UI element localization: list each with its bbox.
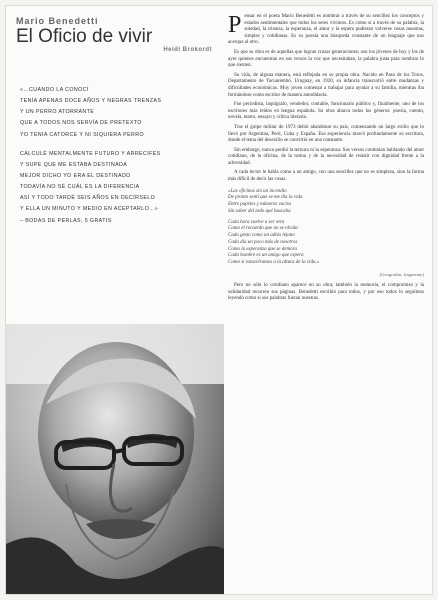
verse-line: Como el recuerdo que no se olvida (228, 226, 298, 232)
article-paragraph: Tras el golpe militar de 1973 debió abandonar su país, comenzando un largo exilio que lo llevó por Argentina, Perú, Cuba y España. Esa experiencia marcó profundamente su escritura, donde el tema del desexilio se convirtió en una constante. (228, 124, 424, 144)
poem-line: YO TENÍA CATORCE Y NI SIQUIERA PERRO (20, 131, 144, 138)
byline: Heidi Brokordt (163, 47, 212, 53)
verse-line: Como la esperanza que se demora (228, 246, 298, 252)
article-paragraph: Fue periodista, taquígrafo, vendedor, contable, funcionario público y, finalmente, uno de los escritores más leídos en lengua española. Su obra abarca todos los géneros: poesía, cuento, novela, teatro, ensayo y crítica literaria. (228, 102, 424, 121)
poem-line: MEJOR DICHO YO ERA EL DESTINADO (20, 172, 131, 179)
author-portrait-photo (6, 324, 224, 594)
article-paragraph: A cada lector le habla como a un amigo, con una sencillez que no es simpleza, sino la forma más difícil de decir las cosas. (228, 170, 424, 183)
article-paragraph: Pensar en el poeta Mario Benedetti es nombrar a través de su sencillez los conceptos y estados sentimentales que todos los seres vivimos. Es como si a través de su palabra, la soledad, la tristeza, la esperanza, el amor y la espera pudieran volverse cosas nuestras, simples y cotidianas. Es su poesía una búsqueda constante de un lenguaje que nos acerque al otro. (228, 12, 424, 46)
right-column (228, 14, 424, 306)
verse-line: Como si estuviéramos a la altura de la vida.» (228, 260, 320, 266)
poem-line: «…CUANDO LA CONOCÍ (20, 87, 89, 93)
poem-line: TODAVÍA NO SÉ CUÁL ES LA DIFERENCIA (20, 184, 140, 191)
verse-line: Cada hombre es un amigo que espera (228, 253, 304, 259)
poem-line: QUE A TODOS NOS SERVÍA DE PRETEXTO (20, 120, 142, 127)
poem-line: Y UN PERRO ATORRANTE (20, 109, 95, 116)
verse-line: Cada hora vuelve a ser otra (228, 219, 285, 225)
drop-cap: P (228, 12, 242, 38)
poem-line: – BODAS DE PERLAS, 5 GRATIS (20, 217, 112, 224)
poem-line: CALCULÉ MENTALMENTE FUTURO Y ARRECIFES (20, 150, 161, 157)
featured-poem (20, 87, 212, 225)
verse-credit: (Geografías, fragmento) (379, 271, 424, 277)
article-paragraph: Pero no sólo lo cotidiano aparece en su obra; también la memoria, el compromiso y la solidaridad recorren sus páginas. Benedetti escribió para todos, y por eso todos lo seguimos leyendo como si sus palabras fueran nuestras. (228, 282, 424, 302)
poem-line: TENÍA APENAS DOCE AÑOS Y NEGRAS TRENZAS (20, 98, 162, 105)
poem-line: Y SUPE QUE ME ESTABA DESTINADA (20, 161, 128, 168)
quoted-verse (228, 189, 424, 267)
article-title: El Oficio de vivir (16, 26, 153, 47)
verse-line: «Las oficinas sin un incendio (228, 188, 287, 194)
left-column (16, 16, 212, 229)
article-paragraph: Su vida, de alguna manera, está reflejada en su propia obra. Nacido en Paso de los Toros, Departamento de Tacuarembó, Uruguay, en 1920, su infancia transcurrió entre mudanzas y dificultades económicas. Muy joven comenzó a trabajar para ayudar a su familia, mientras iba formándose como escritor de manera autodidacta. (228, 72, 424, 98)
verse-line: Entre papeles y números vacíos (228, 202, 292, 208)
verse-line: Sin saber del todo qué buscaba (228, 208, 291, 214)
poem-line: Y ELLA UN MINUTO Y MEDIO EN ACEPTARLO…» (20, 206, 159, 213)
verse-line: Cada día un poco más de nosotros (228, 239, 298, 245)
verse-line: Cada gesto como un adiós lejano (228, 233, 295, 239)
article-paragraph: Es que su obra es de aquellas que logran cruzar generaciones; son los jóvenes de hoy y los de ayer quienes encuentran en sus versos la voz que necesitaban, la palabra justa para nombrar lo que sienten. (228, 49, 424, 69)
portrait-image (6, 324, 224, 594)
article-paragraph: Sin embargo, nunca perdió la ternura ni la esperanza. Sus versos continúan hablando del amor cotidiano, de la oficina, de la rutina y de la necesidad de resistir con dignidad frente a la adversidad. (228, 147, 424, 166)
verse-line: De pronto sentí que se me iba la vida (228, 195, 303, 201)
poem-line: ASÍ Y TODO TARDÉ SEIS AÑOS EN DECÍRSELO (20, 195, 156, 202)
document-page (6, 6, 432, 594)
author-name: Mario Benedetti (16, 16, 99, 26)
